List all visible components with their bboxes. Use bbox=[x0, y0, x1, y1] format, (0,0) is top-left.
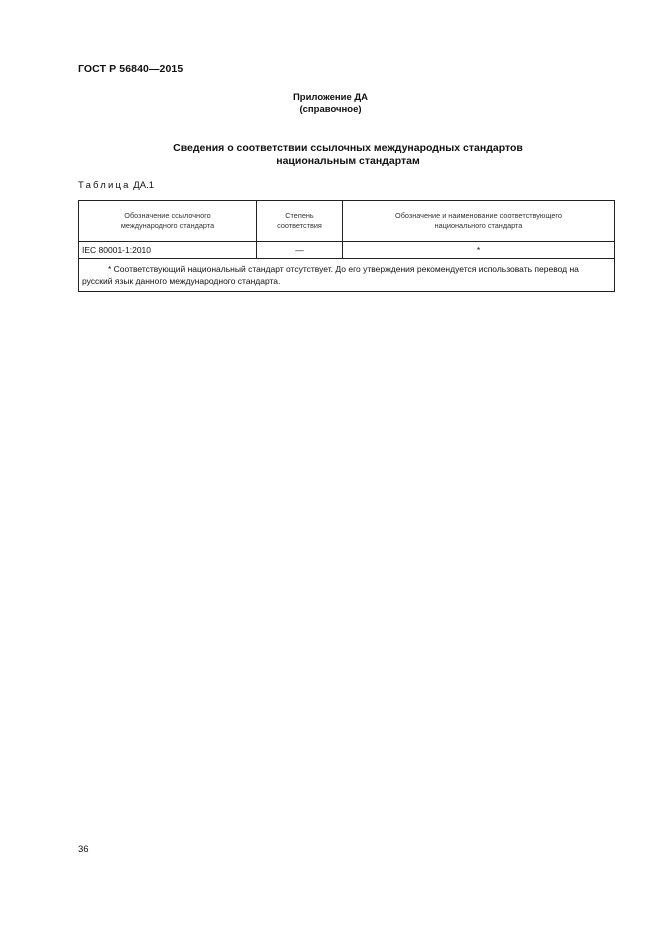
column-header-national-standard bbox=[343, 201, 615, 242]
cell-national-standard: * bbox=[343, 242, 615, 259]
column-header-line: Степень bbox=[285, 211, 314, 220]
page-number: 36 bbox=[78, 844, 89, 855]
table-header-row bbox=[79, 201, 615, 242]
table-caption-prefix: Таблица bbox=[78, 180, 131, 191]
table-caption-number: ДА.1 bbox=[133, 180, 154, 191]
column-header-line: Обозначение ссылочного bbox=[124, 211, 211, 220]
section-heading bbox=[0, 142, 661, 168]
appendix-heading bbox=[0, 92, 661, 116]
column-header-degree bbox=[257, 201, 343, 242]
column-header-line: соответствия bbox=[277, 221, 322, 230]
table-note-row bbox=[79, 259, 615, 292]
table-note-text: * Соответствующий национальный стандарт отсутствует. До его утверждения рекомендуется использовать перевод на русский язык данного международного стандарта. bbox=[82, 264, 579, 286]
appendix-title: Приложение ДА bbox=[292, 92, 369, 103]
column-header-line: национального стандарта bbox=[434, 221, 523, 230]
cell-designation: IEC 80001-1:2010 bbox=[79, 242, 257, 259]
document-standard-code: ГОСТ Р 56840—2015 bbox=[78, 63, 184, 75]
section-heading-line2: национальным стандартам bbox=[276, 155, 420, 167]
column-header-line: международного стандарта bbox=[120, 221, 215, 230]
reference-standards-table bbox=[78, 200, 615, 292]
column-header-designation bbox=[79, 201, 257, 242]
table-note-cell bbox=[79, 259, 615, 292]
section-heading-line1: Сведения о соответствии ссылочных международных стандартов bbox=[173, 142, 523, 154]
column-header-line: Обозначение и наименование соответствующего bbox=[395, 211, 562, 220]
appendix-subtitle: (справочное) bbox=[299, 104, 362, 115]
table-row bbox=[79, 242, 615, 259]
table-caption bbox=[78, 180, 154, 191]
cell-degree: — bbox=[257, 242, 343, 259]
